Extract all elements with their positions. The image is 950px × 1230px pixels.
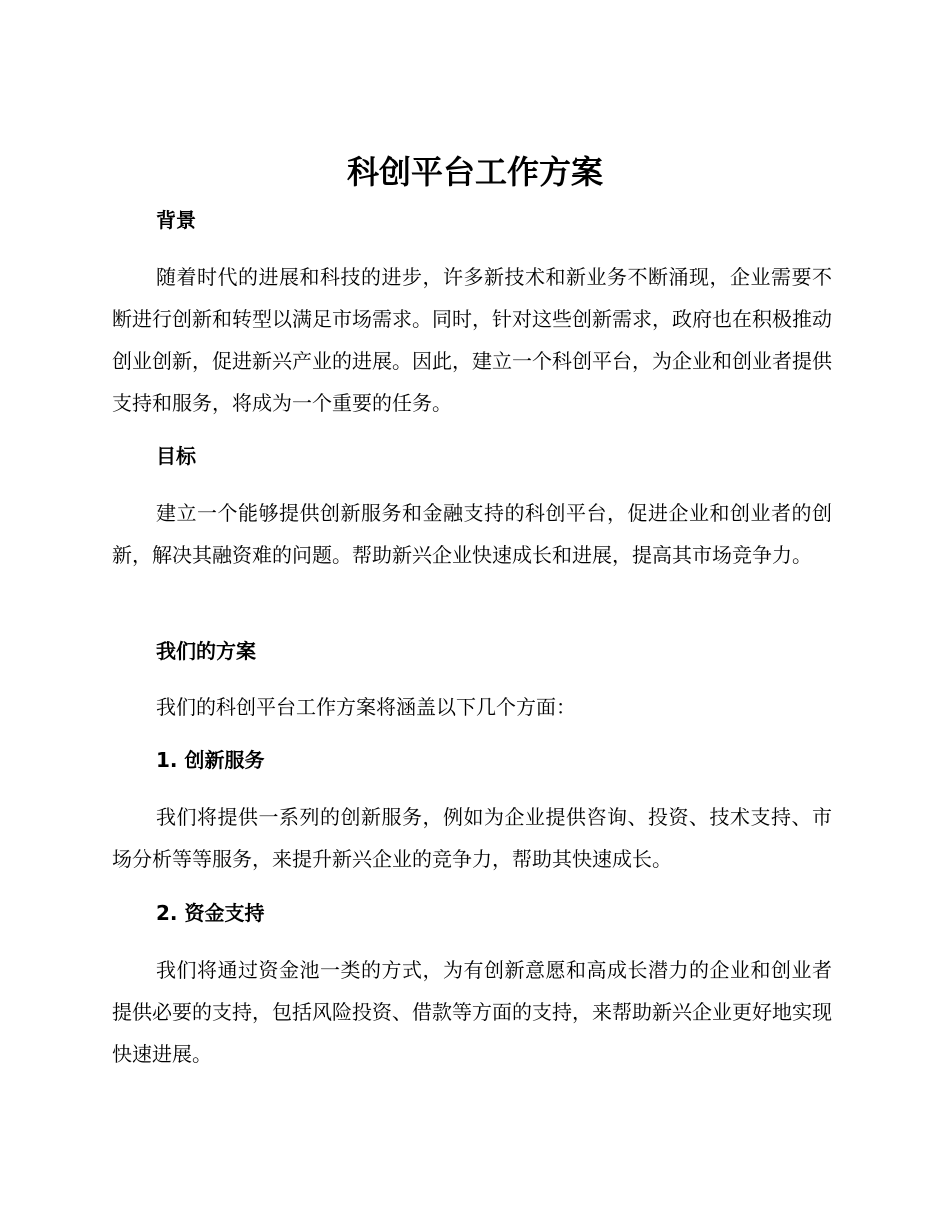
section-body-our-plan: 我们的科创平台工作方案将涵盖以下几个方面： (156, 695, 576, 719)
section-body-background: 随着时代的进展和科技的进步，许多新技术和新业务不断涌现，企业需要不断进行创新和转型以满足市场需求。同时，针对这些创新需求，政府也在积极推动创业创新，促进新兴产业的进展。因此，建立一个科创平台，为企业和创业者提供支持和服务，将成为一个重要的任务。 (112, 265, 832, 415)
section-heading-funding-support: 2. 资金支持 (156, 901, 265, 925)
section-heading-background: 背景 (156, 208, 196, 232)
section-heading-goal: 目标 (156, 444, 196, 468)
section-heading-innovation-services: 1. 创新服务 (156, 748, 265, 772)
section-heading-our-plan: 我们的方案 (156, 639, 256, 663)
section-body-innovation-services: 我们将提供一系列的创新服务，例如为企业提供咨询、投资、技术支持、市场分析等等服务，来提升新兴企业的竞争力，帮助其快速成长。 (112, 805, 832, 871)
section-body-funding-support: 我们将通过资金池一类的方式，为有创新意愿和高成长潜力的企业和创业者提供必要的支持，包括风险投资、借款等方面的支持，来帮助新兴企业更好地实现快速进展。 (112, 958, 832, 1066)
document-title: 科创平台工作方案 (346, 153, 603, 191)
section-body-goal: 建立一个能够提供创新服务和金融支持的科创平台，促进企业和创业者的创新，解决其融资难的问题。帮助新兴企业快速成长和进展，提高其市场竞争力。 (112, 501, 832, 567)
